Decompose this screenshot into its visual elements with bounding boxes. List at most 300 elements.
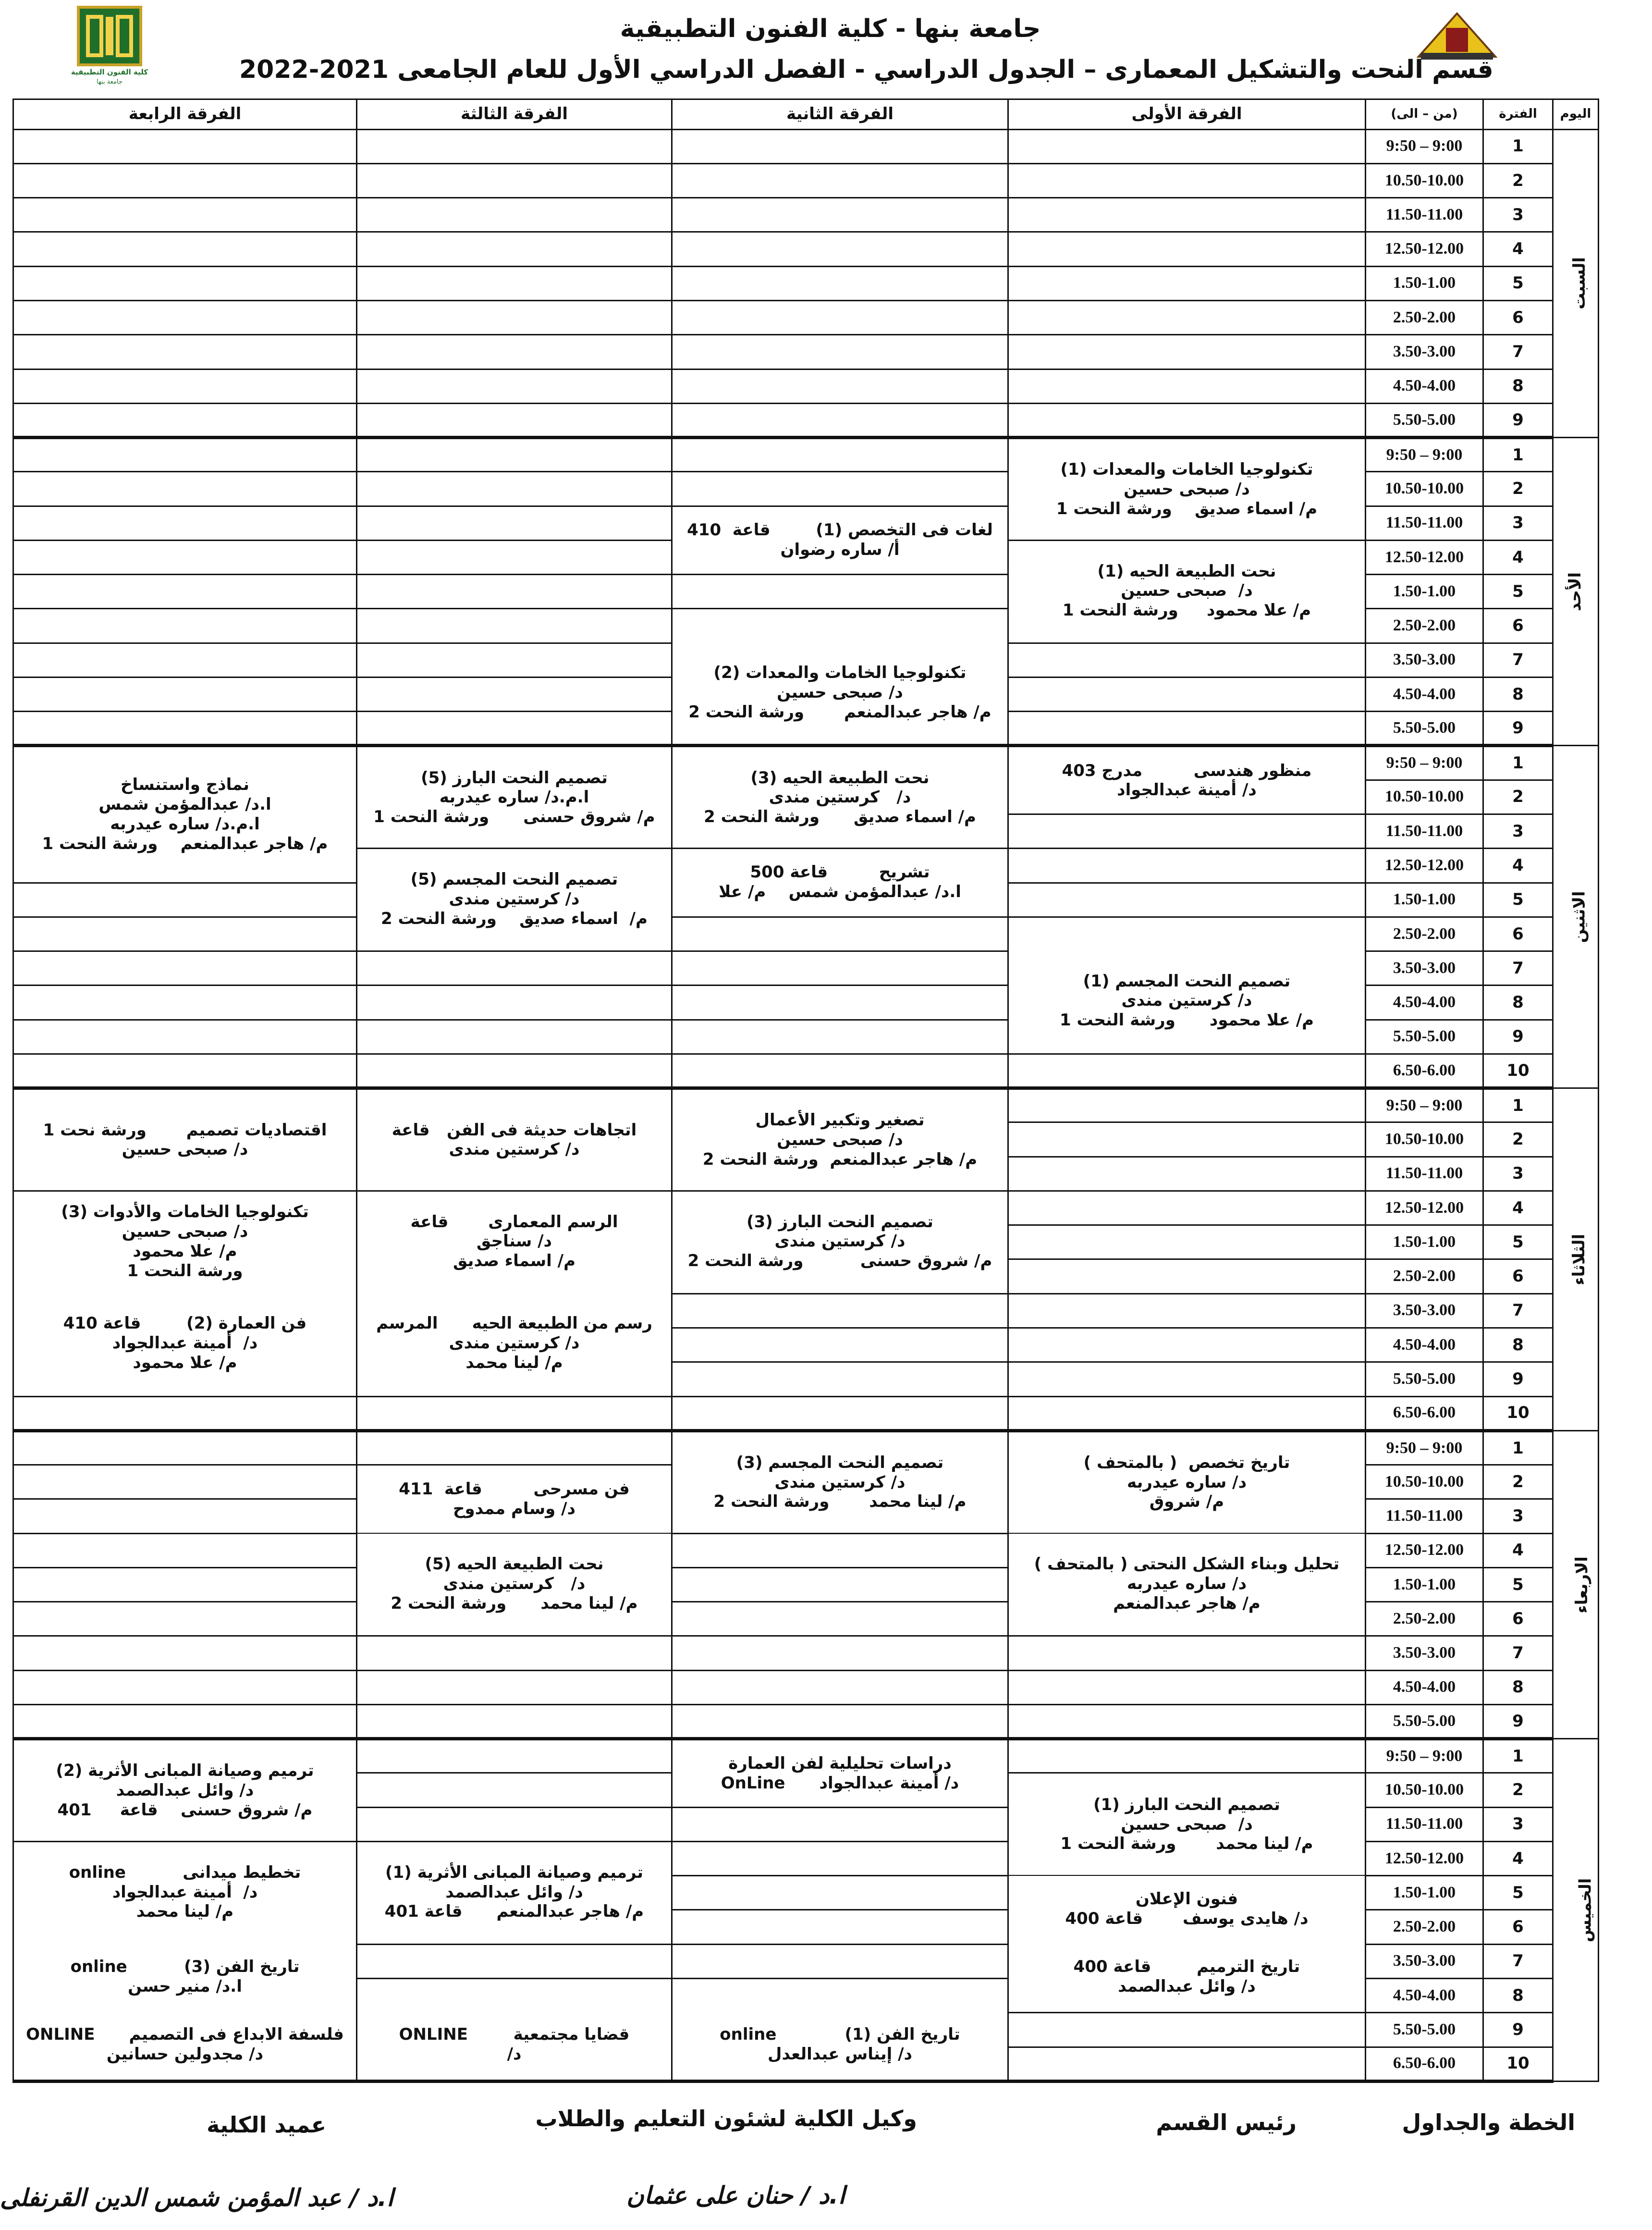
slot-cell-g1 — [1008, 369, 1366, 403]
schedule-row — [13, 301, 1599, 335]
time-cell: 3.50-3.00 — [1366, 335, 1483, 369]
time-cell: 10.50-10.00 — [1366, 163, 1483, 197]
period-number: 9 — [1483, 712, 1553, 746]
time-cell: 2.50-2.00 — [1366, 609, 1483, 643]
period-number: 6 — [1483, 917, 1553, 951]
course-title: فن العمارة (2) قاعة 410 — [63, 1314, 307, 1333]
slot-cell-g1 — [1008, 746, 1366, 1030]
slot-cell-g1 — [1008, 438, 1366, 620]
period-number: 6 — [1483, 301, 1553, 335]
slot-cell-g3 — [357, 951, 672, 986]
footer-plan-label: الخطة والجداول — [1402, 2109, 1575, 2135]
time-cell: 4.50-4.00 — [1366, 1328, 1483, 1362]
time-cell: 12.50-12.00 — [1366, 540, 1483, 574]
slot-cell-g2 — [672, 917, 1008, 951]
slot-cell-g4 — [13, 301, 357, 335]
slot-cell-g1 — [1008, 1636, 1366, 1670]
period-number: 7 — [1483, 643, 1553, 677]
slot-cell-g1 — [1008, 1259, 1366, 1294]
period-number: 8 — [1483, 1328, 1553, 1362]
class-block — [1009, 747, 1365, 813]
slot-cell-g3 — [357, 301, 672, 335]
period-number: 1 — [1483, 129, 1553, 163]
schedule-row — [13, 1704, 1599, 1738]
period-number: 9 — [1483, 2013, 1553, 2047]
period-number: 3 — [1483, 1157, 1553, 1191]
slot-cell-g3 — [357, 472, 672, 506]
course-detail: د/ صبحى حسين — [777, 1130, 903, 1149]
schedule-row — [13, 369, 1599, 403]
time-cell: 5.50-5.00 — [1366, 1704, 1483, 1738]
slot-cell-g1 — [1008, 883, 1366, 917]
time-cell: 1.50-1.00 — [1366, 266, 1483, 300]
time-cell: 1.50-1.00 — [1366, 575, 1483, 609]
slot-cell-g3 — [357, 677, 672, 711]
time-cell: 6.50-6.00 — [1366, 2047, 1483, 2081]
course-detail: ا.د/ عبدالمؤمن شمس — [98, 795, 271, 814]
course-title: اتجاهات حديثة فى الفن قاعة — [392, 1120, 637, 1140]
slot-cell-g2 — [672, 746, 1008, 901]
slot-cell-g3 — [357, 1807, 672, 1841]
class-block — [357, 1534, 671, 1634]
slot-cell-g3 — [357, 986, 672, 1020]
schedule-subtitle: قسم النحت والتشكيل المعمارى – الجدول الدراسي - الفصل الدراسي الأول للعام الجامعى 2021-2022 — [239, 55, 1493, 84]
schedule-row — [13, 335, 1599, 369]
slot-cell-g4 — [13, 163, 357, 197]
class-block — [357, 2011, 671, 2078]
day-name: الاربعاء — [1572, 1556, 1591, 1614]
slot-cell-g3 — [357, 643, 672, 677]
course-detail: د/ صبحى حسين — [1124, 479, 1250, 499]
class-block — [673, 507, 1007, 573]
course-detail: د/ كرستين مندى — [774, 1232, 906, 1251]
slot-cell-g3 — [357, 1704, 672, 1738]
course-detail: م/ هاجر عبدالمنعم — [1113, 1593, 1260, 1613]
time-cell: 4.50-4.00 — [1366, 1670, 1483, 1704]
course-detail: م/ اسماء صديق — [453, 1251, 575, 1271]
course-title: تصميم النحت المجسم (3) — [736, 1453, 944, 1472]
course-detail: د/ أمينة عبدالجواد — [112, 1882, 258, 1902]
time-cell: 2.50-2.00 — [1366, 1910, 1483, 1944]
col-header-g1: الفرقة الأولى — [1008, 99, 1366, 130]
course-detail: م/ اسماء صديق ورشة النحت 2 — [380, 909, 648, 928]
footer-vice-label: وكيل الكلية لشئون التعليم والطلاب — [535, 2106, 917, 2131]
class-block — [1009, 1876, 1365, 1942]
period-number: 3 — [1483, 1499, 1553, 1533]
slot-cell-g2 — [672, 1396, 1008, 1430]
slot-cell-g2 — [672, 1020, 1008, 1054]
day-name: الاثنين — [1569, 891, 1589, 943]
course-detail: د/ صبحى حسين — [1121, 1814, 1253, 1834]
period-number: 2 — [1483, 1465, 1553, 1499]
course-title: نحت الطبيعة الحيه (5) — [425, 1554, 604, 1574]
slot-cell-g3 — [357, 746, 672, 928]
slot-cell-g4 — [13, 1636, 357, 1670]
class-block — [357, 1293, 671, 1393]
period-number: 8 — [1483, 1979, 1553, 2013]
slot-cell-g1 — [1008, 1670, 1366, 1704]
course-detail: د/ مجدولين حسانين — [106, 2045, 264, 2064]
slot-cell-g2 — [672, 438, 1008, 722]
class-block — [357, 1466, 671, 1532]
slot-cell-g4 — [13, 712, 357, 746]
period-number: 8 — [1483, 1670, 1553, 1704]
slot-cell-g2 — [672, 232, 1008, 266]
course-detail: ا.م.د/ ساره عيدربه — [110, 814, 260, 834]
period-number: 7 — [1483, 1944, 1553, 1978]
slot-cell-g4 — [13, 232, 357, 266]
course-title: تاريخ تخصص ( بالمتحف ) — [1083, 1453, 1290, 1472]
slot-cell-g3 — [357, 369, 672, 403]
course-detail: د/ وائل عبدالصمد — [1118, 1977, 1256, 1996]
time-cell: 2.50-2.00 — [1366, 1602, 1483, 1636]
period-number: 2 — [1483, 163, 1553, 197]
time-cell: 10.50-10.00 — [1366, 1122, 1483, 1157]
time-cell: 12.50-12.00 — [1366, 849, 1483, 883]
period-number: 7 — [1483, 951, 1553, 986]
slot-cell-g1 — [1008, 1122, 1366, 1157]
course-title: نحت الطبيعة الحيه (3) — [750, 768, 930, 788]
period-number: 5 — [1483, 1876, 1553, 1910]
footer-head-label: رئيس القسم — [1156, 2109, 1297, 2135]
course-detail: د/ صبحى حسين — [122, 1222, 248, 1242]
schedule-row — [13, 1396, 1599, 1430]
period-number: 7 — [1483, 1294, 1553, 1328]
time-cell: 1.50-1.00 — [1366, 1567, 1483, 1602]
course-detail: م/ لينا محمد — [136, 1902, 234, 1922]
slot-cell-g3 — [357, 1739, 672, 2064]
time-cell: 4.50-4.00 — [1366, 369, 1483, 403]
slot-cell-g4 — [13, 129, 357, 163]
course-detail: م/ اسماء صديق ورشة النحت 2 — [704, 807, 976, 827]
time-cell: 11.50-11.00 — [1366, 198, 1483, 232]
schedule-row — [13, 163, 1599, 197]
slot-cell-g3 — [357, 1636, 672, 1670]
slot-cell-g3 — [357, 438, 672, 472]
slot-cell-g4 — [13, 335, 357, 369]
time-cell: 12.50-12.00 — [1366, 1841, 1483, 1875]
slot-cell-g2 — [672, 1841, 1008, 1875]
period-number: 4 — [1483, 232, 1553, 266]
slot-cell-g3 — [357, 1054, 672, 1088]
time-cell: 3.50-3.00 — [1366, 643, 1483, 677]
course-title: تكنولوجيا الخامات والمعدات (2) — [713, 663, 967, 683]
slot-cell-g1 — [1008, 712, 1366, 746]
time-cell: 6.50-6.00 — [1366, 1396, 1483, 1430]
time-cell: 9:50 – 9:00 — [1366, 1430, 1483, 1465]
period-number: 1 — [1483, 1430, 1553, 1465]
course-title: فلسفة الابداع فى التصميم ONLINE — [26, 2025, 344, 2045]
time-cell: 12.50-12.00 — [1366, 1533, 1483, 1567]
period-number: 10 — [1483, 2047, 1553, 2081]
slot-cell-g2 — [672, 1294, 1008, 1328]
slot-cell-g3 — [357, 575, 672, 609]
time-cell: 5.50-5.00 — [1366, 403, 1483, 437]
slot-cell-g2 — [672, 1807, 1008, 1841]
period-number: 4 — [1483, 849, 1553, 883]
time-cell: 1.50-1.00 — [1366, 1225, 1483, 1259]
slot-cell-g1 — [1008, 677, 1366, 711]
course-title: دراسات تحليلية لفن العمارة — [728, 1754, 952, 1774]
slot-cell-g2 — [672, 609, 1008, 643]
day-name: الخميس — [1576, 1878, 1595, 1942]
slot-cell-g2 — [672, 472, 1008, 506]
course-detail: د/ كرستين مندى — [1121, 991, 1252, 1010]
course-detail: م/ لينا محمد ورشة النحت 2 — [713, 1492, 967, 1512]
time-cell: 5.50-5.00 — [1366, 712, 1483, 746]
slot-cell-g3 — [357, 1430, 672, 1613]
class-block — [1009, 1774, 1365, 1875]
time-cell: 4.50-4.00 — [1366, 986, 1483, 1020]
course-detail: د/ صبحى حسين — [122, 1140, 248, 1159]
day-label — [1553, 1088, 1599, 1431]
course-detail: د/ وسام ممدوح — [453, 1499, 575, 1519]
slot-cell-g4 — [13, 609, 357, 643]
time-cell: 9:50 – 9:00 — [1366, 746, 1483, 780]
course-detail: د/ كرستين مندى — [774, 1472, 906, 1492]
slot-cell-g2 — [672, 575, 1008, 609]
slot-cell-g3 — [357, 1020, 672, 1054]
course-title: منظور هندسى مدرج 403 — [1062, 761, 1312, 780]
slot-cell-g2 — [672, 369, 1008, 403]
slot-cell-g1 — [1008, 232, 1366, 266]
slot-cell-g2 — [672, 266, 1008, 300]
class-block — [357, 1090, 671, 1190]
period-number: 2 — [1483, 1773, 1553, 1807]
signature-footer — [0, 2085, 1652, 2230]
class-block — [673, 849, 1007, 915]
course-detail: د/ صبحى حسين — [777, 682, 903, 702]
course-detail: د/ كرستين مندى — [449, 889, 580, 909]
period-number: 3 — [1483, 506, 1553, 540]
course-detail: م/ علا محمود ورشة النحت 1 — [1062, 601, 1311, 620]
slot-cell-g4 — [13, 951, 357, 986]
course-detail: م/ لينا محمد — [465, 1353, 563, 1372]
slot-cell-g4 — [13, 1020, 357, 1054]
slot-cell-g4 — [13, 883, 357, 917]
period-number: 9 — [1483, 403, 1553, 437]
slot-cell-g1 — [1008, 129, 1366, 163]
course-detail: د/ هايدى يوسف قاعة 400 — [1065, 1909, 1309, 1929]
slot-cell-g2 — [672, 403, 1008, 437]
course-detail: ا.م.د/ ساره عيدربه — [439, 788, 589, 807]
slot-cell-g4 — [13, 266, 357, 300]
course-detail: ورشة النحت 1 — [127, 1261, 243, 1281]
footer-vice-name: ا.د / حنان على عثمان — [626, 2181, 845, 2209]
slot-cell-g1 — [1008, 1294, 1366, 1328]
schedule-row — [13, 438, 1599, 472]
course-detail: م/ هاجر عبدالمنعم قاعة 401 — [384, 1902, 644, 1922]
course-title: فن مسرحى قاعة 411 — [399, 1479, 630, 1499]
period-number: 6 — [1483, 1602, 1553, 1636]
course-title: الرسم المعمارى قاعة — [410, 1212, 618, 1232]
course-title: قضايا مجتمعية ONLINE — [399, 2025, 630, 2045]
slot-cell-g4 — [13, 677, 357, 711]
slot-cell-g1 — [1008, 814, 1366, 848]
course-title: ترميم وصيانة المبانى الأثرية (1) — [385, 1862, 643, 1882]
course-title: فنون الإعلان — [1135, 1889, 1238, 1909]
course-title: اقتصاديات تصميم ورشة نحت 1 — [43, 1120, 327, 1140]
period-number: 6 — [1483, 1910, 1553, 1944]
course-detail: م/ علا محمود — [133, 1241, 237, 1261]
period-number: 3 — [1483, 814, 1553, 848]
slot-cell-g3 — [357, 1773, 672, 1807]
slot-cell-g3 — [357, 1670, 672, 1704]
slot-cell-g2 — [672, 129, 1008, 163]
slot-cell-g3 — [357, 266, 672, 300]
day-name: الأحد — [1566, 572, 1585, 611]
university-title: جامعة بنها - كلية الفنون التطبيقية — [620, 14, 1041, 43]
course-detail: د/ — [507, 2045, 522, 2064]
slot-cell-g1 — [1008, 1430, 1366, 1613]
course-detail: د/ كرستين مندى — [443, 1574, 586, 1594]
slot-cell-g2 — [672, 301, 1008, 335]
slot-cell-g1 — [1008, 403, 1366, 437]
schedule-row — [13, 1739, 1599, 1773]
course-title: ترميم وصيانة المبانى الأثرية (2) — [56, 1761, 314, 1781]
day-label — [1553, 1739, 1599, 2082]
day-name: الثلاثاء — [1569, 1233, 1589, 1285]
class-block — [14, 1944, 356, 2010]
day-label — [1553, 129, 1599, 437]
time-cell: 9:50 – 9:00 — [1366, 438, 1483, 472]
day-name: السبت — [1570, 257, 1590, 310]
period-number: 5 — [1483, 266, 1553, 300]
slot-cell-g1 — [1008, 266, 1366, 300]
course-detail: ا.د/ منير حسن — [128, 1977, 242, 1996]
time-cell: 6.50-6.00 — [1366, 1054, 1483, 1088]
slot-cell-g1 — [1008, 1739, 1366, 1996]
slot-cell-g2 — [672, 335, 1008, 369]
period-number: 4 — [1483, 1841, 1553, 1875]
slot-cell-g4 — [13, 1499, 357, 1533]
time-cell: 11.50-11.00 — [1366, 1807, 1483, 1841]
class-block — [357, 1192, 671, 1292]
time-cell: 1.50-1.00 — [1366, 883, 1483, 917]
slot-cell-g1 — [1008, 1225, 1366, 1259]
course-detail: د/ كرستين مندى — [769, 788, 911, 807]
time-cell: 10.50-10.00 — [1366, 1465, 1483, 1499]
course-detail: د/ ساره عيدربه — [1126, 1472, 1247, 1492]
slot-cell-g1 — [1008, 849, 1366, 883]
class-block — [1009, 1534, 1365, 1634]
slot-cell-g1 — [1008, 301, 1366, 335]
course-title: تكنولوجيا الخامات والأدوات (3) — [61, 1202, 309, 1222]
course-title: تصغير وتكبير الأعمال — [755, 1110, 925, 1130]
slot-cell-g2 — [672, 1533, 1008, 1567]
schedule-row — [13, 917, 1599, 951]
class-block — [14, 1192, 356, 1292]
slot-cell-g4 — [13, 1430, 357, 1465]
course-detail: د/ أمينة عبدالجواد — [1117, 780, 1257, 800]
class-block — [357, 747, 671, 848]
slot-cell-g1 — [1008, 1088, 1366, 1122]
slot-cell-g2 — [672, 1636, 1008, 1670]
slot-cell-g1 — [1008, 1396, 1366, 1430]
slot-cell-g4 — [13, 198, 357, 232]
period-number: 5 — [1483, 1567, 1553, 1602]
class-block — [673, 1192, 1007, 1292]
period-number: 8 — [1483, 677, 1553, 711]
slot-cell-g3 — [357, 1944, 672, 1978]
slot-cell-g1 — [1008, 643, 1366, 677]
course-detail: د/ صبحى حسين — [1121, 581, 1253, 601]
time-cell: 3.50-3.00 — [1366, 1294, 1483, 1328]
course-title: نحت الطبيعة الحيه (1) — [1097, 561, 1276, 581]
period-number: 5 — [1483, 575, 1553, 609]
col-header-g4: الفرقة الرابعة — [13, 99, 357, 130]
schedule-row — [13, 1670, 1599, 1704]
course-title: تحليل وبناء الشكل النحتى ( بالمتحف ) — [1034, 1554, 1340, 1574]
period-number: 2 — [1483, 472, 1553, 506]
slot-cell-g4 — [13, 472, 357, 506]
schedule-table — [12, 99, 1599, 2083]
course-detail: م/ هاجر عبدالمنعم ورشة النحت 2 — [688, 702, 991, 722]
time-cell: 9:50 – 9:00 — [1366, 1088, 1483, 1122]
course-detail: م/ شروق حسنى قاعة 401 — [57, 1800, 313, 1820]
period-number: 6 — [1483, 1259, 1553, 1294]
time-cell: 12.50-12.00 — [1366, 1191, 1483, 1225]
slot-cell-g3 — [357, 403, 672, 437]
class-block — [14, 1293, 356, 1393]
slot-cell-g3 — [357, 712, 672, 746]
slot-cell-g3 — [357, 232, 672, 266]
slot-cell-g4 — [13, 506, 357, 540]
course-title: تصميم النحت المجسم (5) — [410, 870, 618, 889]
slot-cell-g2 — [672, 1602, 1008, 1636]
slot-cell-g4 — [13, 1602, 357, 1636]
period-number: 10 — [1483, 1054, 1553, 1088]
time-cell: 2.50-2.00 — [1366, 917, 1483, 951]
slot-cell-g3 — [357, 609, 672, 643]
course-detail: م/ لينا محمد ورشة النحت 2 — [391, 1593, 638, 1613]
page-header — [9, 0, 1652, 99]
slot-cell-g2 — [672, 1328, 1008, 1362]
course-detail: د/ وائل عبدالصمد — [445, 1882, 583, 1902]
course-detail: د/ ساره عيدربه — [1126, 1574, 1247, 1594]
period-number: 9 — [1483, 1020, 1553, 1054]
time-cell: 11.50-11.00 — [1366, 1499, 1483, 1533]
slot-cell-g1 — [1008, 1328, 1366, 1362]
slot-cell-g2 — [672, 1876, 1008, 1910]
slot-cell-g4 — [13, 1054, 357, 1088]
slot-cell-g4 — [13, 1567, 357, 1602]
schedule-row — [13, 1636, 1599, 1670]
period-number: 2 — [1483, 780, 1553, 814]
course-detail: م/ علا محمود — [133, 1353, 237, 1372]
period-number: 3 — [1483, 1807, 1553, 1841]
period-number: 4 — [1483, 540, 1553, 574]
schedule-row — [13, 266, 1599, 300]
period-number: 1 — [1483, 1088, 1553, 1122]
col-header-g3: الفرقة الثالثة — [357, 99, 672, 130]
slot-cell-g4 — [13, 1465, 357, 1499]
time-cell: 2.50-2.00 — [1366, 301, 1483, 335]
day-label — [1553, 746, 1599, 1088]
schedule-row — [13, 232, 1599, 266]
time-cell: 9:50 – 9:00 — [1366, 1739, 1483, 1773]
class-block — [14, 747, 356, 881]
time-cell: 4.50-4.00 — [1366, 1979, 1483, 2013]
slot-cell-g3 — [357, 163, 672, 197]
slot-cell-g4 — [13, 986, 357, 1020]
period-number: 9 — [1483, 1362, 1553, 1396]
time-cell: 10.50-10.00 — [1366, 472, 1483, 506]
slot-cell-g4 — [13, 1396, 357, 1430]
class-block — [357, 849, 671, 949]
course-detail: أ/ ساره رضوان — [780, 540, 900, 560]
class-block — [673, 1432, 1007, 1533]
